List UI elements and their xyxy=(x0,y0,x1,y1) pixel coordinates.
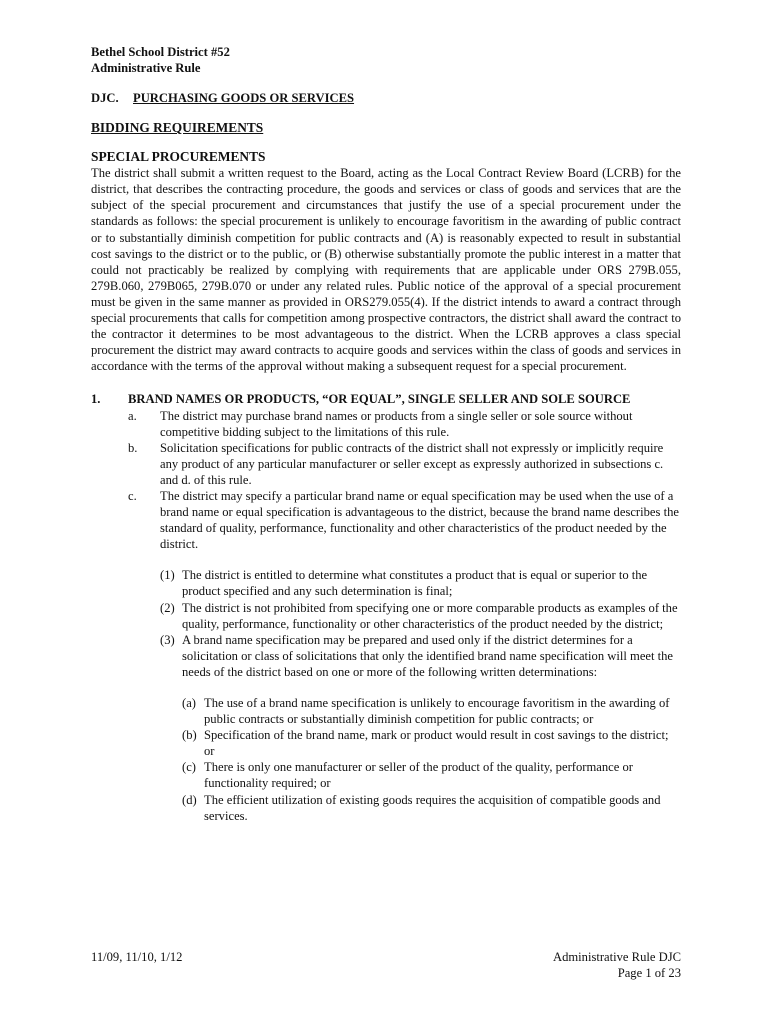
item-1 xyxy=(91,391,681,823)
numbered-item-text: The district is entitled to determine what constitutes a product that is equal or superior to the product specified and any such determination is final; xyxy=(182,568,648,599)
determination-text: The use of a brand name specification is unlikely to encourage favoritism in the awarding of public contracts or substantially diminish competition for public contracts; or xyxy=(204,696,670,727)
item-1-title: BRAND NAMES OR PRODUCTS, “OR EQUAL”, SINGLE SELLER AND SOLE SOURCE xyxy=(128,392,631,407)
rule-type: Administrative Rule xyxy=(91,61,201,75)
numbered-item-label: (3) xyxy=(160,632,175,647)
document-page xyxy=(91,44,681,824)
district-name: Bethel School District #52 xyxy=(91,45,230,59)
list-item-c xyxy=(128,488,681,552)
footer-right xyxy=(553,949,681,981)
numbered-item-text: The district is not prohibited from specifying one or more comparable products as examples of the quality, performance, functionality or other characteristics of the product needed by the district; xyxy=(182,600,678,631)
determination-label: (b) xyxy=(182,728,197,743)
list-item-a xyxy=(128,408,681,440)
list-item-label: c. xyxy=(128,488,137,503)
list-item-label: a. xyxy=(128,408,137,423)
policy-code: DJC. xyxy=(91,91,119,105)
determination-item-a xyxy=(182,695,681,727)
policy-title: PURCHASING GOODS OR SERVICES xyxy=(133,91,355,105)
determination-text: There is only one manufacturer or seller of the product of the quality, performance or functionality required; or xyxy=(204,760,633,791)
footer-rule: Administrative Rule DJC xyxy=(552,950,681,964)
list-item-b xyxy=(128,440,681,488)
policy-heading xyxy=(91,90,681,106)
item-1-number: 1. xyxy=(91,392,101,407)
determination-item-c xyxy=(182,759,681,791)
determination-label: (a) xyxy=(182,696,196,710)
determination-item-b xyxy=(182,727,681,759)
list-item-label: b. xyxy=(128,440,138,455)
page-number: Page 1 of 23 xyxy=(617,966,681,980)
list-item-text: The district may specify a particular brand name or equal specification may be used when the use of a brand name or equal specification is advantageous to the district, because the brand name describes the standard of quality, performance, functionality and other characteristics of the product needed by the district. xyxy=(160,488,679,552)
numbered-item-2 xyxy=(160,600,681,632)
determinations-list xyxy=(160,695,681,824)
determination-label: (c) xyxy=(182,760,196,775)
document-header xyxy=(91,44,681,76)
list-item-text: The district may purchase brand names or products from a single seller or sole source without competitive bidding subject to the limitations of this rule. xyxy=(160,408,633,439)
numbered-item-1 xyxy=(160,567,681,599)
numbered-item-label: (2) xyxy=(160,600,175,615)
numbered-item-text: A brand name specification may be prepared and used only if the district determines for a solicitation or class of solicitations that only the identified brand name specification will meet the needs of the district based on one or more of the following written determinations: xyxy=(182,632,674,679)
determination-item-d xyxy=(182,792,681,824)
list-item-text: Solicitation specifications for public contracts of the district shall not expressly or implicitly require any product of any particular manufacturer or seller except as expressly authorized in subsections c. and d. of this rule. xyxy=(160,440,664,487)
numbered-list xyxy=(128,567,681,823)
numbered-item-label: (1) xyxy=(160,568,175,583)
section-title: BIDDING REQUIREMENTS xyxy=(91,120,264,136)
determination-label: (d) xyxy=(182,792,197,807)
special-procurements-text: The district shall submit a written request to the Board, acting as the Local Contract Review Board (LCRB) for the district, that describes the contracting procedure, the goods and services or class of goods and services that are the subject of the special procurement and circumstances that justify the use of a special procurement under the standards as follows: the special procurement is unlikely to encourage favoritism in the awarding of public contract or to substantially diminish competition for public contracts and (A) is reasonably expected to result in substantial cost savings to the district or to the public, or (B) otherwise substantially promote the public interest in a matter that could not practicably be realized by complying with requirements that are applicable under ORS 279B.055, 279B.060, 279B065, 279B.070 or under any related rules. Public notice of the approval of a special procurement must be given in the same manner as provided in ORS279.055(4). If the district intends to award a contract through special procurements that calls for competition among prospective contractors, the district shall award the contract to the contractor it determines to be most advantageous to the district. When the LCRB approves a class special procurement the district may award contracts to acquire goods and services within the class of goods and services in accordance with the terms of the approval without making a subsequent request for a special procurement. xyxy=(91,166,681,374)
numbered-item-3 xyxy=(160,632,681,680)
special-procurements-heading: SPECIAL PROCUREMENTS xyxy=(91,149,266,165)
determination-text: Specification of the brand name, mark or product would result in cost savings to the district; or xyxy=(204,728,669,759)
determination-text: The efficient utilization of existing goods requires the acquisition of compatible goods and services. xyxy=(204,792,661,823)
revision-dates: 11/09, 11/10, 1/12 xyxy=(91,950,183,964)
